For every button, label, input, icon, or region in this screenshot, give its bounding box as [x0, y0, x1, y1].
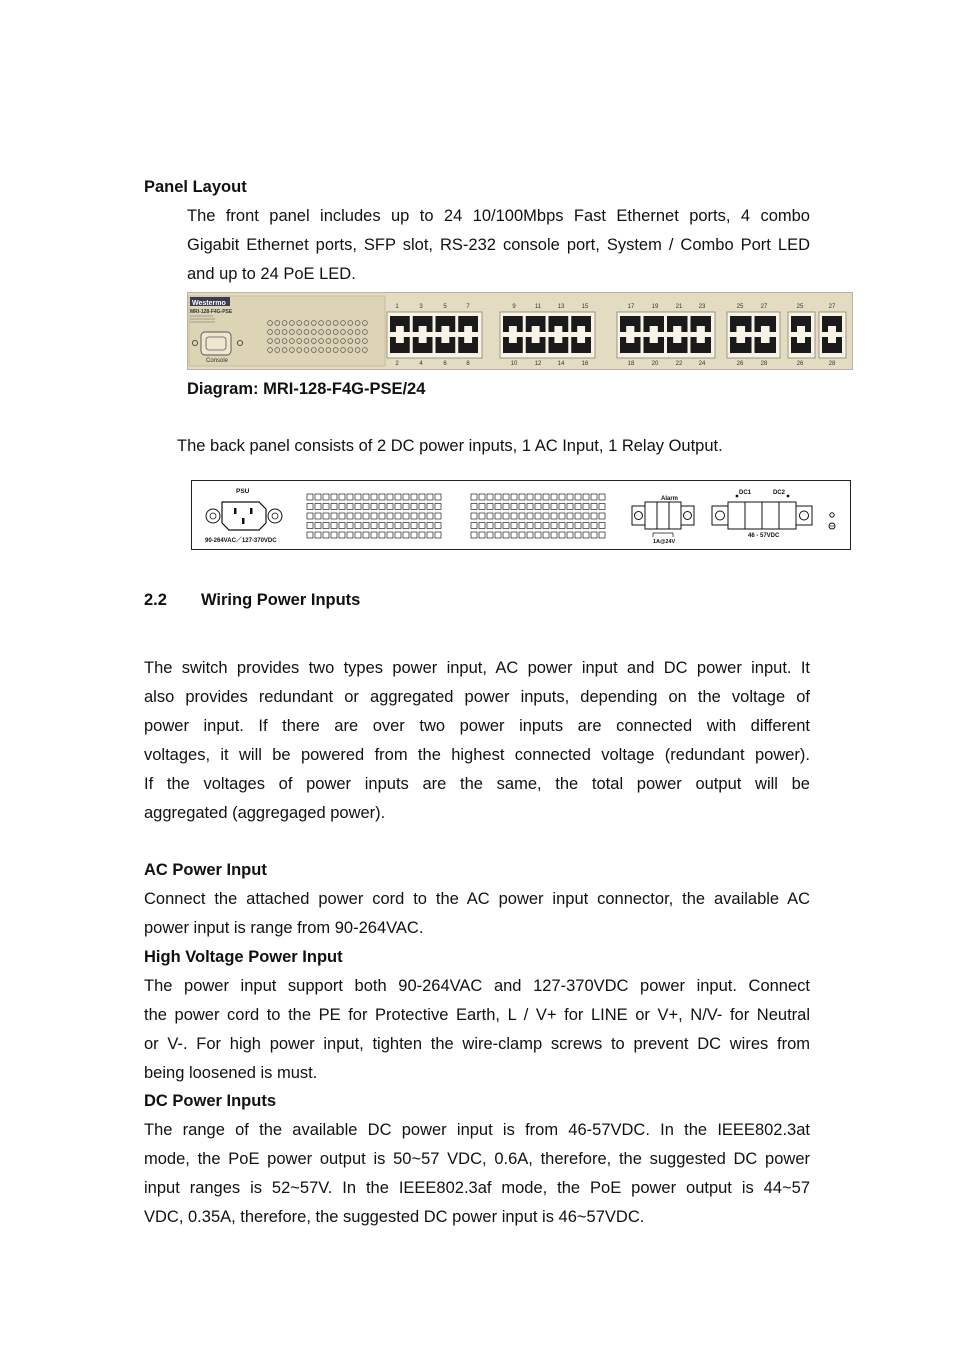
port-number-top: 11: [534, 304, 542, 310]
port-number-bottom: 8: [466, 361, 470, 367]
paragraph-line: Gigabit Ethernet ports, SFP slot, RS-232 console port, System / Combo Port LED: [187, 236, 810, 254]
port-number-bottom: 26: [796, 361, 804, 367]
paragraph-line: The range of the available DC power input is from 46-57VDC. In the IEEE802.3at: [144, 1121, 810, 1139]
port-number-bottom: 16: [581, 361, 589, 367]
port-number-top: 15: [581, 304, 589, 310]
dc-paragraph: [144, 1116, 810, 1232]
port-number-bottom: 22: [675, 361, 683, 367]
front-model-label: MRI-128-F4G-PSE: [190, 309, 233, 315]
port-number-top: 25: [736, 304, 744, 310]
dc-heading: DC Power Inputs: [144, 1092, 277, 1110]
hv-heading: High Voltage Power Input: [144, 948, 343, 966]
paragraph-line: The switch provides two types power input, AC power input and DC power input. It: [144, 659, 810, 677]
console-label: Console: [206, 358, 229, 364]
intro-paragraph: [144, 654, 810, 828]
port-number-top: 7: [466, 304, 470, 310]
section-title: Wiring Power Inputs: [201, 591, 361, 609]
paragraph-line: input ranges is 52~57V. In the IEEE802.3af mode, the PoE power output is 44~57: [144, 1179, 810, 1197]
port-number-top: 13: [557, 304, 565, 310]
port-number-bottom: 28: [828, 361, 836, 367]
back-panel-text: The back panel consists of 2 DC power inputs, 1 AC Input, 1 Relay Output.: [177, 437, 723, 455]
paragraph-line: The front panel includes up to 24 10/100Mbps Fast Ethernet ports, 4 combo: [187, 207, 810, 225]
brand-logo: Westermo: [192, 300, 226, 307]
paragraph-line: The power input support both 90-264VAC and 127-370VDC power input. Connect: [144, 977, 810, 995]
port-number-bottom: 18: [627, 361, 635, 367]
front-panel-diagram: [187, 292, 853, 370]
alarm-rating-label: 1A@24V: [653, 539, 676, 545]
paragraph-line: also provides redundant or aggregated power inputs, depending on the voltage of: [144, 688, 810, 706]
port-number-top: 27: [828, 304, 836, 310]
paragraph-line: aggregated (aggregaged power).: [144, 804, 386, 822]
paragraph-line: Connect the attached power cord to the AC power input connector, the available AC: [144, 890, 810, 908]
port-number-top: 1: [395, 304, 399, 310]
psu-label: PSU: [236, 488, 250, 495]
psu-range-label: 90-264VAC／127-370VDC: [205, 538, 277, 544]
paragraph-line: or V-. For high power input, tighten the wire-clamp screws to prevent DC wires from: [144, 1035, 810, 1053]
port-number-top: 3: [419, 304, 423, 310]
port-number-bottom: 4: [419, 361, 423, 367]
section-number: 2.2: [144, 591, 167, 609]
paragraph-line: the power cord to the PE for Protective Earth, L / V+ for LINE or V+, N/V- for Neutral: [144, 1006, 810, 1024]
paragraph-line: power input. If there are over two power inputs are connected with different: [144, 717, 810, 735]
front-panel-caption: Diagram: MRI-128-F4G-PSE/24: [187, 380, 426, 398]
port-number-top: 25: [796, 304, 804, 310]
port-number-bottom: 28: [760, 361, 768, 367]
port-number-bottom: 10: [510, 361, 518, 367]
port-number-bottom: 20: [651, 361, 659, 367]
port-number-top: 19: [651, 304, 659, 310]
port-number-top: 9: [512, 304, 516, 310]
port-number-bottom: 14: [557, 361, 565, 367]
paragraph-line: If the voltages of power inputs are the same, the total power output will be: [144, 775, 810, 793]
port-number-top: 17: [627, 304, 635, 310]
ac-heading: AC Power Input: [144, 861, 267, 879]
ac-paragraph: [144, 885, 810, 943]
port-number-top: 23: [698, 304, 706, 310]
paragraph-line: power input is range from 90-264VAC.: [144, 919, 424, 937]
port-number-top: 21: [675, 304, 683, 310]
port-number-bottom: 12: [534, 361, 542, 367]
panel-layout-paragraph: [187, 202, 810, 289]
paragraph-line: being loosened is must.: [144, 1064, 318, 1082]
port-number-bottom: 24: [698, 361, 706, 367]
dc2-label: DC2: [773, 490, 786, 496]
port-number-top: 5: [443, 304, 447, 310]
alarm-label: Alarm: [661, 496, 679, 502]
port-number-top: 27: [760, 304, 768, 310]
port-number-bottom: 6: [443, 361, 447, 367]
port-number-bottom: 26: [736, 361, 744, 367]
hv-paragraph: [144, 972, 810, 1088]
paragraph-line: and up to 24 PoE LED.: [187, 265, 356, 283]
panel-layout-heading: Panel Layout: [144, 178, 247, 196]
paragraph-line: mode, the PoE power output is 50~57 VDC, 0.6A, therefore, the suggested DC power: [144, 1150, 810, 1168]
back-panel-diagram: [191, 480, 851, 550]
paragraph-line: voltages, it will be powered from the highest connected voltage (redundant power).: [144, 746, 810, 764]
port-number-bottom: 2: [395, 361, 399, 367]
dc-range-label: 46 - 57VDC: [748, 533, 780, 539]
paragraph-line: VDC, 0.35A, therefore, the suggested DC power input is 46~57VDC.: [144, 1208, 645, 1226]
dc1-label: DC1: [739, 490, 752, 496]
